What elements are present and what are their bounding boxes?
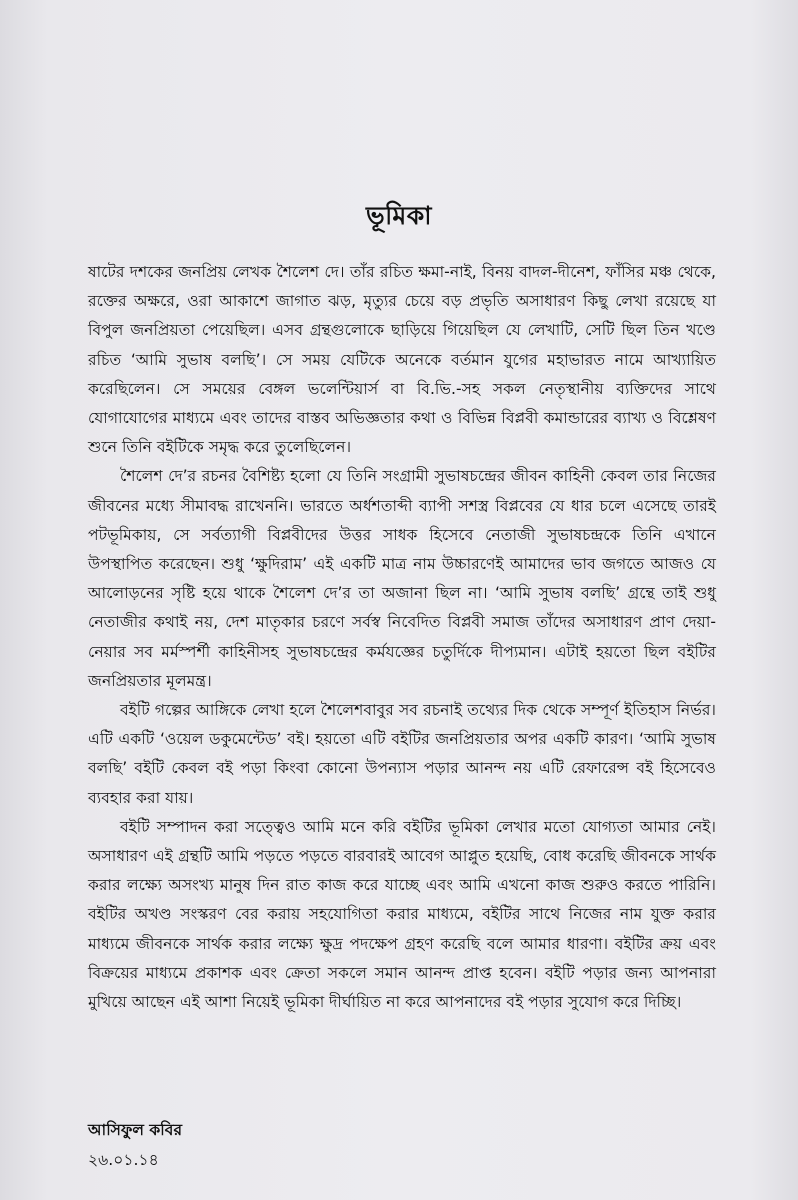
paragraph-4: বইটি সম্পাদন করা সত্ত্বেও আমি মনে করি বইটির ভূমিকা লেখার মতো যোগ্যতা আমার নেই। অসাধারণ এই গ্রন্থটি আমি পড়তে পড়তে বারবারই আবেগ আপ্লুত হয়েছি, বোধ করেছি জীবনকে সার্থক করার লক্ষ্যে অসংখ্য মানুষ দিন রাত কাজ করে যাচ্ছে এবং আমি এখনো কাজ শুরুও করতে পারিনি। বইটির অখণ্ড সংস্করণ বের করায় সহযোগিতা করার মাধ্যমে, বইটির সাথে নিজের নাম যুক্ত করার মাধ্যমে জীবনকে সার্থক করার লক্ষ্যে ক্ষুদ্র পদক্ষেপ গ্রহণ করেছি বলে আমার ধারণা। বইটির ক্রয় এবং বিক্রয়ের মাধ্যমে প্রকাশক এবং ক্রেতা সকলে সমান আনন্দ প্রাপ্ত হবেন। বইটি পড়ার জন্য আপনারা মুখিয়ে আছেন এই আশা নিয়েই ভূমিকা দীর্ঘায়িত না করে আপনাদের বই পড়ার সুযোগ করে দিচ্ছি।: [88, 817, 716, 1012]
paragraph-1: ষাটের দশকের জনপ্রিয় লেখক শৈলেশ দে। তাঁর রচিত ক্ষমা-নাই, বিনয় বাদল-দীনেশ, ফাঁসির মঞ্চ থেকে, রক্তের অক্ষরে, ওরা আকাশে জাগাত ঝড়, মৃত্যুর চেয়ে বড় প্রভৃতি অসাধারণ কিছু লেখা রয়েছে যা বিপুল জনপ্রিয়তা পেয়েছিল। এসব গ্রন্থগুলোকে ছাড়িয়ে গিয়েছিল যে লেখাটি, সেটি ছিল তিন খণ্ডে রচিত ‘আমি সুভাষ বলছি’। সে সময় যেটিকে অনেকে বর্তমান যুগের মহাভারত নামে আখ্যায়িত করেছিলেন। সে সময়ের বেঙ্গল ভলেন্টিয়ার্স বা বি.ভি.-সহ সকল নেতৃস্থানীয় ব্যক্তিদের সাথে যোগাযোগের মাধ্যমে এবং তাদের বাস্তব অভিজ্ঞতার কথা ও বিভিন্ন বিপ্লবী কমান্ডারের ব্যাখ্য ও বিশ্লেষণ শুনে তিনি বইটিকে সমৃদ্ধ করে তুলেছিলেন।: [88, 263, 716, 457]
paragraph-2: শৈলেশ দে’র রচনর বৈশিষ্ট্য হলো যে তিনি সংগ্রামী সুভাষচন্দ্রের জীবন কাহিনী কেবল তার নিজের জীবনের মধ্যে সীমাবদ্ধ রাখেননি। ভারতে অর্ধশতাব্দী ব্যাপী সশস্ত্র বিপ্লবের যে ধার চলে এসেছে তারই পটভূমিকায়, সে সর্বত্যাগী বিপ্লবীদের উত্তর সাধক হিসেবে নেতাজী সুভাষচন্দ্রকে তিনি এখানে উপস্থাপিত করেছেন। শুধু ‘ক্ষুদিরাম’ এই একটি মাত্র নাম উচ্চারণেই আমাদের ভাব জগতে আজও যে আলোড়নের সৃষ্টি হয়ে থাকে শৈলেশ দে’র তা অজানা ছিল না। ‘আমি সুভাষ বলছি’ গ্রন্থে তাই শুধু নেতাজীর কথাই নয়, দেশ মাতৃকার চরণে সর্বস্ব নিবেদিত বিপ্লবী সমাজ তাঁদের অসাধারণ প্রাণ দেয়া-নেয়ার সব মর্মস্পর্শী কাহিনীসহ সুভাষচন্দ্রের কর্মযজ্ঞের চতুর্দিকে দীপ্যমান। এটাই হয়তো ছিল বইটির জনপ্রিয়তার মূলমন্ত্র।: [88, 467, 716, 690]
author-name: আসিফুল কবির: [88, 1121, 183, 1139]
page-title: ভূমিকা: [366, 201, 432, 230]
body-text: [88, 258, 716, 1017]
signature-date: ২৬.০১.১৪: [88, 1151, 159, 1169]
paragraph-3: বইটি গল্পের আঙ্গিকে লেখা হলে শৈলেশবাবুর সব রচনাই তথ্যের দিক থেকে সম্পূর্ণ ইতিহাস নির্ভর। এটি একটি ‘ওয়েল ডকুমেন্টেড’ বই। হয়তো এটি বইটির জনপ্রিয়তার অপর একটি কারণ। ‘আমি সুভাষ বলছি’ বইটি কেবল বই পড়া কিংবা কোনো উপন্যাস পড়ার আনন্দ নয় এটি রেফারেন্স বই হিসেবেও ব্যবহার করা যায়।: [88, 701, 716, 807]
